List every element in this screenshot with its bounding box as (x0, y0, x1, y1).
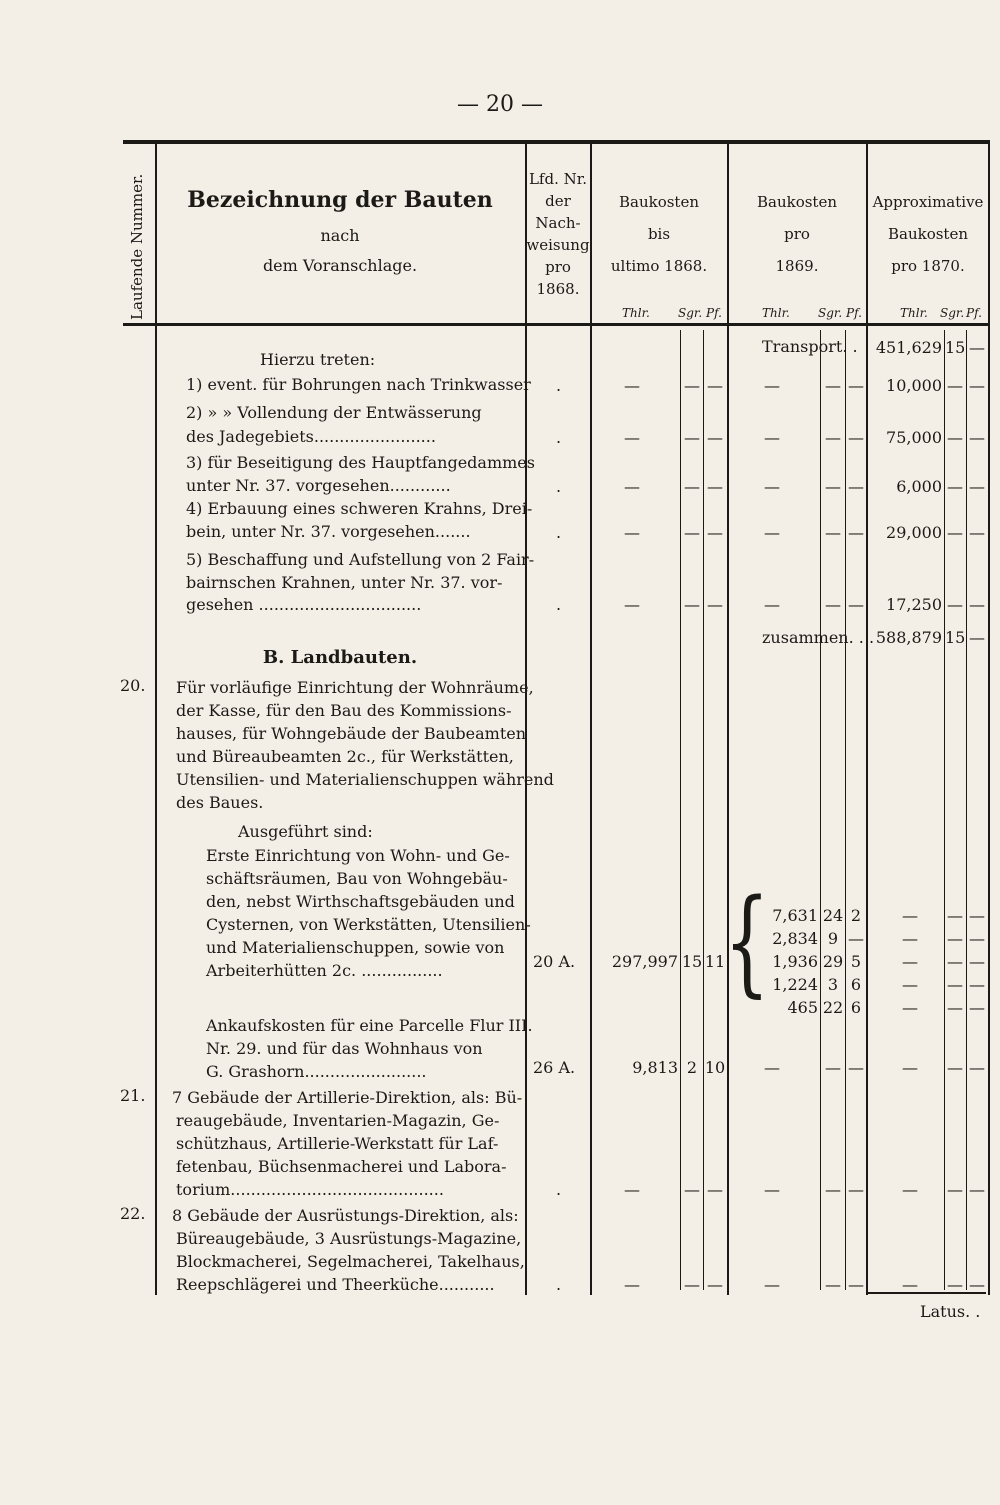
dash-mark: — (969, 1058, 985, 1077)
dash-mark: — (764, 595, 780, 614)
sub-line (944, 330, 945, 1290)
sub-line (966, 330, 967, 1290)
sub-line (845, 330, 846, 1290)
dash-mark: — (947, 595, 963, 614)
dash-mark: — (902, 906, 918, 925)
dash-mark: — (947, 952, 963, 971)
dash-mark: — (848, 523, 864, 542)
dash-mark: — (969, 929, 985, 948)
dash-mark: — (825, 1275, 841, 1294)
unit-sgr: Sgr. (940, 306, 965, 320)
col-line-nr (155, 140, 157, 1295)
section-b-heading: B. Landbauten. (262, 647, 418, 668)
zusammen-thlr: 588,879 (875, 628, 942, 647)
dash-mark: — (624, 595, 640, 614)
dash-mark: — (969, 376, 985, 395)
col-line-bis (727, 140, 729, 1295)
ankauf-lfd: 26 A. (533, 1058, 576, 1077)
dash-mark: — (707, 523, 723, 542)
sub-line (820, 330, 821, 1290)
dash-mark: — (947, 906, 963, 925)
dash-mark: — (902, 1058, 918, 1077)
dash-mark: — (707, 1275, 723, 1294)
latus-label: Latus. . (920, 1302, 981, 1321)
dash-mark: — (902, 1275, 918, 1294)
transport-pf: — (969, 338, 985, 357)
sub-line (680, 330, 681, 1290)
pro-pf: 6 (850, 998, 862, 1017)
row-20-number: 20. (120, 676, 146, 695)
dash-mark: — (684, 1180, 700, 1199)
dash-mark: — (848, 1180, 864, 1199)
document-page: — 20 — Laufende Nummer. Bezeichnung der Bauten nach dem Voranschlage. Lfd. Nr. der Nach- weisung pro 1868. Baukosten bis ultimo 1868. Baukosten pro 1869. Approximative Baukosten pro 1870. Thlr. Sgr. Pf. Thlr. Sgr. Pf. Thlr. Sgr. Pf. Transport. . 451,629 15 — Hierzu treten: 1) event. für Bohrungen nach Trinkwasser 10,000 2) » » Vollendung der Entwässerung des Jadegebiets........................ 75,000 3) für Beseitigung des Hauptfangedammes unter Nr. 37. vorgesehen............ 6,000 4) Erbauung eines schweren Krahns, Drei- bein, unter Nr. 37. vorgesehen....... 29,000 5) Beschaffung und Aufstellung von 2 Fair- bairnschen Krahnen, unter Nr. 37. vor- gesehen ................................ 17,250 . — — — — — — — — . — — — — — — — — . — — — — — — — — . — — — — — — — — . — — — — — — — — . — — — — — — — — — . — — — — — — — — — — — — — — — zusammen. . . 588,879 15 — B. Landbauten. 20. Für vorläufige Einrichtung der Wohnräume, der Kasse, für den Bau des Kommissions- hauses, für Wohngebäude der Baubeamten und Büreaubeamten 2c., für Werkstätten, Utensilien- und Materialienschuppen während des Baues. Ausgeführt sind: Erste Einrichtung von Wohn- und Ge- schäftsräumen, Bau von Wohngebäu- den, nebst Wirthschaftsgebäuden und Cysternen, von Werkstätten, Utensilien- und Materialienschuppen, sowie von Arbeiterhütten 2c. ................ 20 A. 297,997 15 11 { 7,631 24 2 — — — 2,834 9 — — — — 1,936 29 5 — — — 1,224 3 6 — — — 465 22 6 — — — Ankaufskosten für eine Parcelle Flur III. Nr. 29. und für das Wohnhaus von G. Grashorn........................ 26 A. 9,813 2 10 21. 7 Gebäude der Artillerie-Direktion, als: Bü- reaugebäude, Inventarien-Magazin, Ge- schützhaus, Artillerie-Werkstatt für Laf- fetenbau, Büchsenmacherei und Labora- torium.......................................... 22. 8 Gebäude der Ausrüstungs-Direktion, als: Büreaugebäude, 3 Ausrüstungs-Magazine, Blockmacherei, Segelmacherei, Takelhaus, Reepschlägerei und Theerküche........... Latus. . (0, 0, 1000, 1505)
col-line-lfd (590, 140, 592, 1295)
dash-mark: — (902, 952, 918, 971)
dash-mark: — (902, 998, 918, 1017)
pro-pf: 2 (850, 906, 862, 925)
zusammen-pf: — (969, 628, 985, 647)
dash-mark: — (969, 998, 985, 1017)
dash-mark: — (707, 477, 723, 496)
dot-mark: . (556, 477, 562, 496)
dash-mark: — (684, 1275, 700, 1294)
dash-mark: — (825, 428, 841, 447)
header-bottom-rule (123, 323, 989, 326)
header-bezeichnung-voranschlag: dem Voranschlage. (262, 256, 418, 275)
ausgefuehrt-label: Ausgeführt sind: (238, 822, 373, 841)
dash-mark: — (947, 998, 963, 1017)
row-20-lfd: 20 A. (533, 952, 576, 971)
pro-thlr: 465 (787, 998, 818, 1017)
pro-thlr: 1,224 (772, 975, 818, 994)
zusammen-label: zusammen. . . (762, 628, 875, 647)
pro-sgr: 29 (822, 952, 844, 971)
dash-mark: — (969, 523, 985, 542)
dash-mark: — (707, 376, 723, 395)
dot-mark: . (556, 1180, 562, 1199)
header-lfd-nr: Lfd. Nr. der Nach- weisung pro 1868. (526, 170, 590, 298)
col-line-appr (988, 140, 990, 1295)
header-bezeichnung-nach: nach (320, 226, 360, 245)
dash-mark: — (684, 376, 700, 395)
sub-line (703, 330, 704, 1290)
row-21-number: 21. (120, 1086, 146, 1105)
dash-mark: — (969, 595, 985, 614)
ankauf-bis-pf: 10 (704, 1058, 726, 1077)
dash-mark: — (825, 477, 841, 496)
dot-mark: . (556, 376, 562, 395)
dash-mark: — (684, 428, 700, 447)
row-20-bis-pf: 11 (704, 952, 726, 971)
dash-mark: — (825, 376, 841, 395)
unit-pf: Pf. (846, 306, 862, 320)
dash-mark: — (947, 376, 963, 395)
pro-pf: 5 (850, 952, 862, 971)
dash-mark: — (848, 1058, 864, 1077)
dash-mark: — (969, 975, 985, 994)
dash-mark: — (947, 1275, 963, 1294)
dash-mark: — (764, 376, 780, 395)
dash-mark: — (969, 428, 985, 447)
unit-thlr: Thlr. (762, 306, 790, 320)
dash-mark: — (969, 1275, 985, 1294)
dash-mark: — (902, 975, 918, 994)
header-top-rule (123, 140, 989, 144)
item-thlr: 17,250 (886, 595, 942, 614)
hierzu-treten: Hierzu treten: (260, 350, 376, 369)
ankauf-bis-sgr: 2 (686, 1058, 698, 1077)
header-approximative: Approximative Baukosten pro 1870. (872, 193, 984, 275)
dash-mark: — (848, 595, 864, 614)
dash-mark: — (947, 428, 963, 447)
dash-mark: — (624, 1275, 640, 1294)
dash-mark: — (848, 428, 864, 447)
header-baukosten-pro: Baukosten pro 1869. (756, 193, 837, 275)
dash-mark: — (947, 477, 963, 496)
pro-pf: — (848, 929, 864, 948)
row-20-bis-thlr: 297,997 (611, 952, 678, 971)
dash-mark: — (764, 1275, 780, 1294)
ankauf-bis-thlr: 9,813 (632, 1058, 678, 1077)
col-line-desc (525, 140, 527, 1295)
row-20-brace: { (724, 873, 770, 1009)
dash-mark: — (624, 523, 640, 542)
dash-mark: — (969, 906, 985, 925)
item-thlr: 6,000 (896, 477, 942, 496)
row-22-number: 22. (120, 1204, 146, 1223)
dash-mark: — (684, 595, 700, 614)
unit-sgr: Sgr. (678, 306, 703, 320)
unit-pf: Pf. (706, 306, 722, 320)
dash-mark: — (848, 376, 864, 395)
dash-mark: — (947, 929, 963, 948)
dash-mark: — (969, 477, 985, 496)
row-20-bis-sgr: 15 (681, 952, 703, 971)
dash-mark: — (707, 428, 723, 447)
dash-mark: — (825, 523, 841, 542)
dash-mark: — (624, 1180, 640, 1199)
dot-mark: . (556, 595, 562, 614)
unit-sgr: Sgr. (818, 306, 843, 320)
dash-mark: — (764, 1180, 780, 1199)
item-thlr: 29,000 (886, 523, 942, 542)
pro-thlr: 2,834 (772, 929, 818, 948)
dash-mark: — (902, 1180, 918, 1199)
header-baukosten-bis: Baukosten bis ultimo 1868. (610, 193, 708, 275)
dash-mark: — (764, 523, 780, 542)
dash-mark: — (624, 428, 640, 447)
pro-sgr: 9 (827, 929, 839, 948)
dash-mark: — (825, 1058, 841, 1077)
item-thlr: 10,000 (886, 376, 942, 395)
item-thlr: 75,000 (886, 428, 942, 447)
dash-mark: — (947, 1058, 963, 1077)
dot-mark: . (556, 523, 562, 542)
unit-thlr: Thlr. (622, 306, 650, 320)
pro-pf: 6 (850, 975, 862, 994)
unit-thlr: Thlr. (900, 306, 928, 320)
pro-sgr: 22 (822, 998, 844, 1017)
dash-mark: — (707, 1180, 723, 1199)
dash-mark: — (764, 428, 780, 447)
header-laufende-nummer: Laufende Nummer. (128, 173, 146, 320)
dash-mark: — (947, 1180, 963, 1199)
dash-mark: — (848, 477, 864, 496)
dash-mark: — (825, 1180, 841, 1199)
dash-mark: — (969, 952, 985, 971)
dot-mark: . (556, 428, 562, 447)
unit-pf: Pf. (966, 306, 982, 320)
dash-mark: — (624, 376, 640, 395)
pro-thlr: 1,936 (772, 952, 818, 971)
dash-mark: — (624, 477, 640, 496)
dash-mark: — (707, 595, 723, 614)
transport-sgr: 15 (945, 338, 966, 357)
dot-mark: . (556, 1275, 562, 1294)
transport-thlr: 451,629 (875, 338, 942, 357)
col-line-pro (866, 140, 868, 1295)
header-bezeichnung-title: Bezeichnung der Bauten (187, 187, 493, 213)
dash-mark: — (825, 595, 841, 614)
dash-mark: — (902, 929, 918, 948)
transport-label: Transport. . (762, 337, 858, 356)
dash-mark: — (848, 1275, 864, 1294)
dash-mark: — (947, 523, 963, 542)
page-number: — 20 — (457, 92, 543, 117)
dash-mark: — (764, 477, 780, 496)
dash-mark: — (947, 975, 963, 994)
dash-mark: — (764, 1058, 780, 1077)
dash-mark: — (969, 1180, 985, 1199)
pro-thlr: 7,631 (772, 906, 818, 925)
dash-mark: — (684, 523, 700, 542)
pro-sgr: 3 (827, 975, 839, 994)
dash-mark: — (684, 477, 700, 496)
pro-sgr: 24 (822, 906, 844, 925)
zusammen-sgr: 15 (945, 628, 966, 647)
